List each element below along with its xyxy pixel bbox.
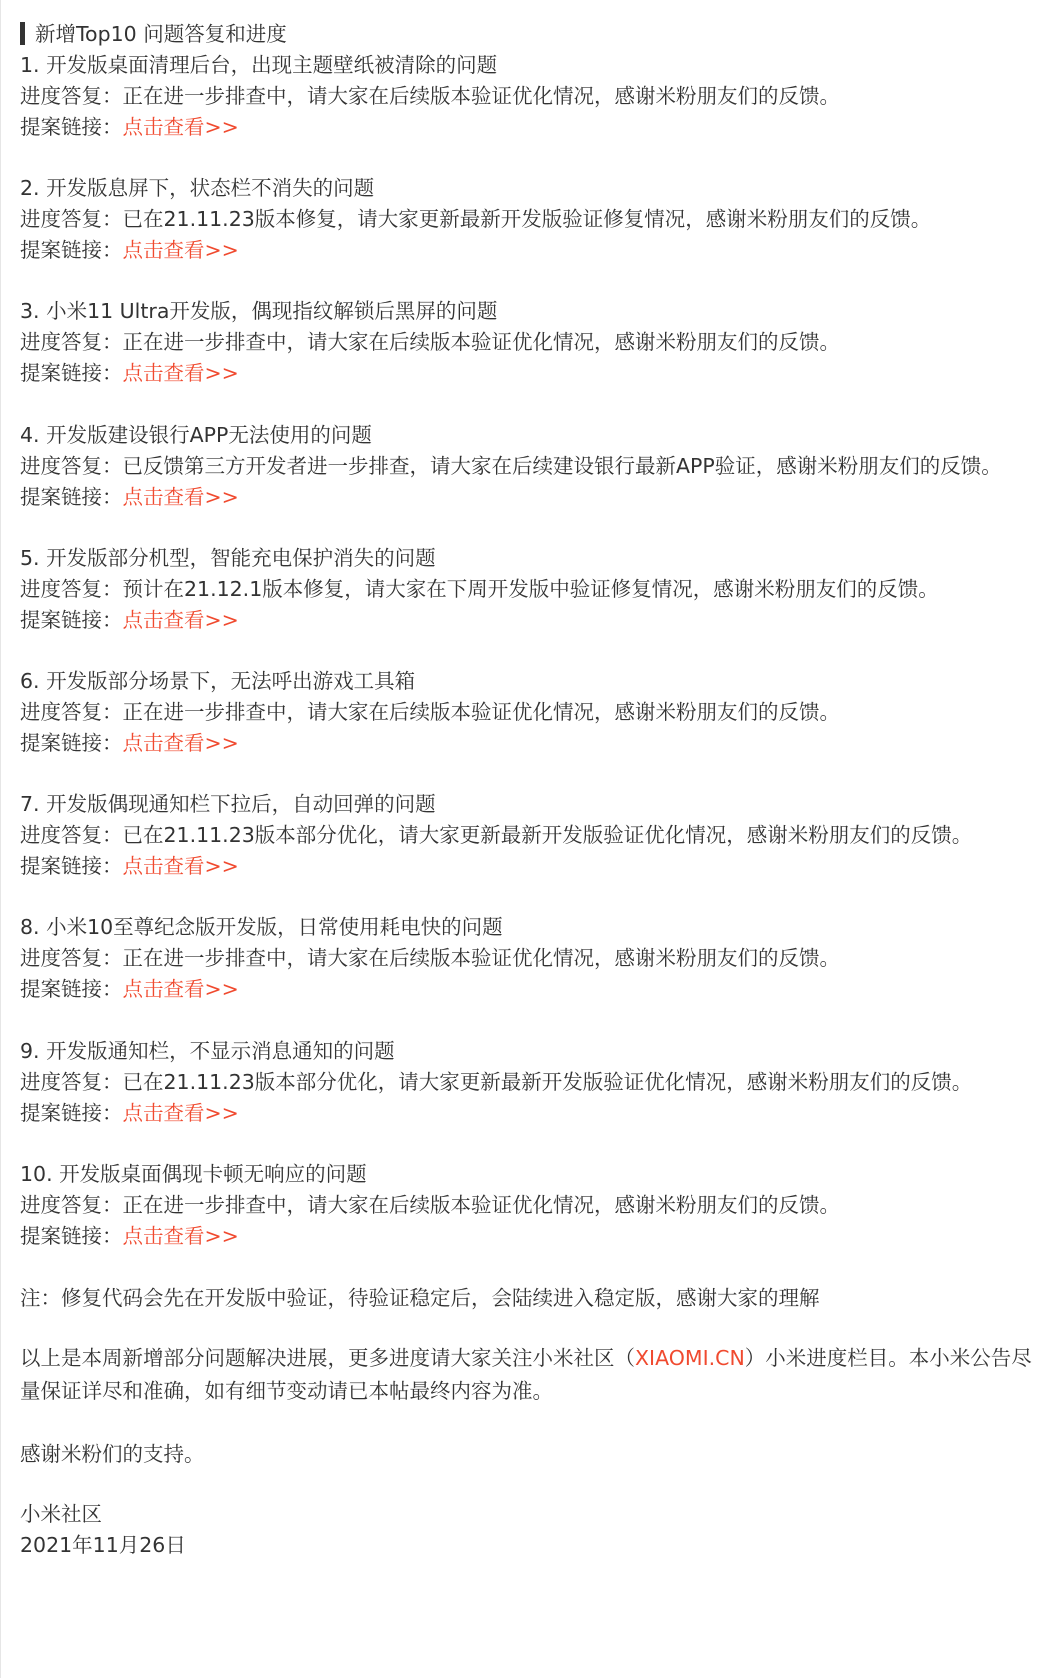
proposal-link-label: 提案链接：: [20, 731, 123, 755]
view-link[interactable]: 点击查看>>: [122, 115, 239, 139]
thanks-text: 感谢米粉们的支持。: [20, 1442, 205, 1466]
proposal-link-label: 提案链接：: [20, 238, 123, 262]
summary-paragraph: [20, 1342, 1040, 1408]
view-link[interactable]: 点击查看>>: [122, 1224, 239, 1248]
issue-title: 5. 开发版部分机型，智能充电保护消失的问题: [20, 546, 436, 570]
issue-title: 2. 开发版息屏下，状态栏不消失的问题: [20, 176, 375, 200]
progress-label: 进度答复：: [20, 700, 123, 724]
progress-reply: [20, 821, 972, 849]
proposal-link-row: [20, 606, 239, 634]
view-link[interactable]: 点击查看>>: [122, 854, 239, 878]
proposal-link-row: [20, 359, 239, 387]
progress-text: 已在21.11.23版本修复，请大家更新最新开发版验证修复情况，感谢米粉朋友们的反馈。: [122, 207, 932, 231]
progress-reply: [20, 575, 939, 603]
proposal-link-label: 提案链接：: [20, 608, 123, 632]
progress-label: 进度答复：: [20, 330, 123, 354]
progress-label: 进度答复：: [20, 1193, 123, 1217]
post-date: 2021年11月26日: [20, 1533, 186, 1557]
proposal-link-row: [20, 1222, 239, 1250]
progress-text: 正在进一步排查中，请大家在后续版本验证优化情况，感谢米粉朋友们的反馈。: [122, 84, 840, 108]
issue-title: 1. 开发版桌面清理后台，出现主题壁纸被清除的问题: [20, 53, 498, 77]
progress-label: 进度答复：: [20, 823, 123, 847]
progress-label: 进度答复：: [20, 946, 123, 970]
issue-title: 9. 开发版通知栏，不显示消息通知的问题: [20, 1039, 395, 1063]
issue-title: 8. 小米10至尊纪念版开发版，日常使用耗电快的问题: [20, 915, 503, 939]
progress-reply: [20, 328, 840, 356]
view-link[interactable]: 点击查看>>: [122, 977, 239, 1001]
xiaomi-cn-link[interactable]: XIAOMI.CN: [635, 1346, 745, 1370]
progress-text: 正在进一步排查中，请大家在后续版本验证优化情况，感谢米粉朋友们的反馈。: [122, 946, 840, 970]
section-heading-text: 新增Top10 问题答复和进度: [35, 22, 287, 46]
view-link[interactable]: 点击查看>>: [122, 1101, 239, 1125]
progress-text: 正在进一步排查中，请大家在后续版本验证优化情况，感谢米粉朋友们的反馈。: [122, 330, 840, 354]
progress-reply: [20, 1068, 972, 1096]
view-link[interactable]: 点击查看>>: [122, 731, 239, 755]
progress-text: 已在21.11.23版本部分优化，请大家更新最新开发版验证优化情况，感谢米粉朋友们的反馈。: [122, 1070, 973, 1094]
proposal-link-row: [20, 729, 239, 757]
progress-reply: [20, 205, 931, 233]
progress-text: 预计在21.12.1版本修复，请大家在下周开发版中验证修复情况，感谢米粉朋友们的反馈。: [122, 577, 939, 601]
progress-reply: [20, 452, 1002, 480]
proposal-link-label: 提案链接：: [20, 1101, 123, 1125]
progress-text: 正在进一步排查中，请大家在后续版本验证优化情况，感谢米粉朋友们的反馈。: [122, 700, 840, 724]
heading-bar: [20, 22, 25, 45]
progress-reply: [20, 698, 840, 726]
proposal-link-label: 提案链接：: [20, 361, 123, 385]
proposal-link-row: [20, 975, 239, 1003]
progress-text: 已在21.11.23版本部分优化，请大家更新最新开发版验证优化情况，感谢米粉朋友们的反馈。: [122, 823, 973, 847]
progress-label: 进度答复：: [20, 577, 123, 601]
view-link[interactable]: 点击查看>>: [122, 238, 239, 262]
progress-label: 进度答复：: [20, 84, 123, 108]
proposal-link-label: 提案链接：: [20, 854, 123, 878]
issue-title: 10. 开发版桌面偶现卡顿无响应的问题: [20, 1162, 367, 1186]
left-border: [0, 0, 1, 1678]
proposal-link-row: [20, 852, 239, 880]
progress-reply: [20, 1191, 840, 1219]
note-text: 注：修复代码会先在开发版中验证，待验证稳定后，会陆续进入稳定版，感谢大家的理解: [20, 1286, 820, 1310]
proposal-link-row: [20, 113, 239, 141]
summary-text-before: 以上是本周新增部分问题解决进展，更多进度请大家关注小米社区（: [20, 1346, 635, 1370]
summary-text-after: ）小米进度栏目。本小米公告尽量保证详尽和准确，如有细节变动请已本帖最终内容为准。: [20, 1346, 1032, 1403]
view-link[interactable]: 点击查看>>: [122, 485, 239, 509]
proposal-link-label: 提案链接：: [20, 485, 123, 509]
proposal-link-label: 提案链接：: [20, 977, 123, 1001]
progress-text: 已反馈第三方开发者进一步排查，请大家在后续建设银行最新APP验证，感谢米粉朋友们的反馈。: [122, 454, 1002, 478]
view-link[interactable]: 点击查看>>: [122, 608, 239, 632]
progress-reply: [20, 82, 840, 110]
progress-label: 进度答复：: [20, 454, 123, 478]
signature: 小米社区: [20, 1502, 102, 1526]
section-heading: [20, 20, 287, 48]
issue-title: 6. 开发版部分场景下，无法呼出游戏工具箱: [20, 669, 416, 693]
proposal-link-row: [20, 1099, 239, 1127]
proposal-link-label: 提案链接：: [20, 115, 123, 139]
issue-title: 3. 小米11 Ultra开发版，偶现指纹解锁后黑屏的问题: [20, 299, 498, 323]
issue-title: 7. 开发版偶现通知栏下拉后，自动回弹的问题: [20, 792, 436, 816]
issue-title: 4. 开发版建设银行APP无法使用的问题: [20, 423, 372, 447]
progress-label: 进度答复：: [20, 1070, 123, 1094]
progress-label: 进度答复：: [20, 207, 123, 231]
proposal-link-row: [20, 236, 239, 264]
proposal-link-row: [20, 483, 239, 511]
view-link[interactable]: 点击查看>>: [122, 361, 239, 385]
progress-text: 正在进一步排查中，请大家在后续版本验证优化情况，感谢米粉朋友们的反馈。: [122, 1193, 840, 1217]
progress-reply: [20, 944, 840, 972]
proposal-link-label: 提案链接：: [20, 1224, 123, 1248]
